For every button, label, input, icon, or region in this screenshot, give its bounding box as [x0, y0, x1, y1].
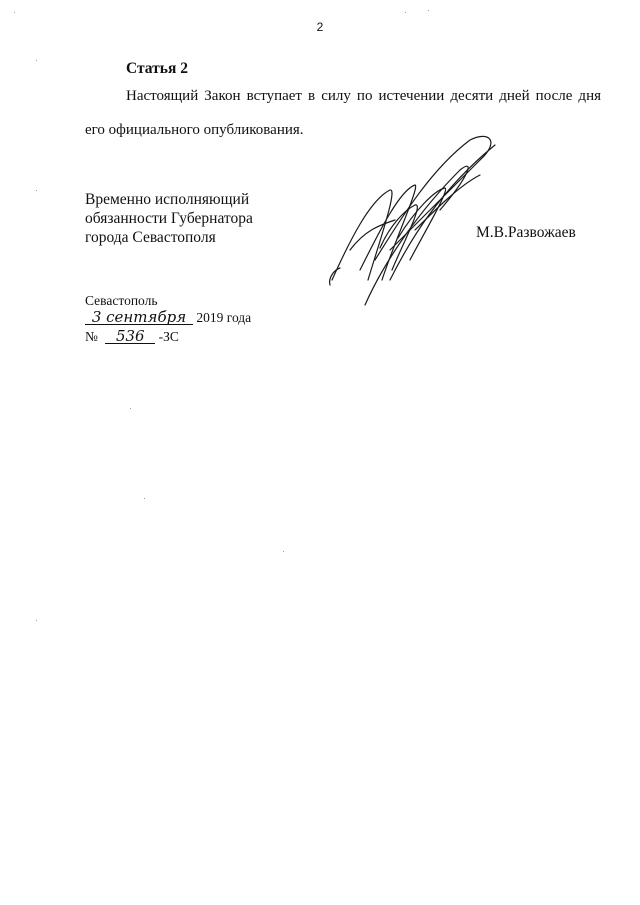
scan-speck: [428, 10, 429, 11]
signatory-title-line-1: Временно исполняющий: [85, 191, 250, 208]
signing-date: [85, 310, 251, 326]
place-of-signing: Севастополь: [85, 293, 158, 308]
signatory-title-line-3: города Севастополя: [85, 229, 216, 246]
signer-name: М.В.Развожаев: [476, 224, 576, 241]
article-heading: Статья 2: [126, 60, 188, 77]
scan-speck: [144, 498, 145, 499]
scan-speck: [130, 408, 131, 409]
page-number: 2: [316, 20, 324, 34]
number-suffix: -ЗС: [158, 329, 179, 344]
scan-speck: [14, 12, 15, 13]
signatory-title: [85, 190, 253, 247]
paragraph-line-1: Настоящий Закон вступает в силу по истечении десяти дней после дня: [126, 88, 601, 104]
number-sign: №: [85, 329, 98, 344]
scan-speck: [405, 12, 406, 13]
date-year: 2019 года: [196, 310, 252, 325]
signatory-title-line-2: обязанности Губернатора: [85, 210, 253, 227]
scan-speck: [36, 60, 37, 61]
handwritten-signature: [320, 130, 520, 310]
scan-speck: [283, 551, 284, 552]
handwritten-number: 536: [105, 329, 155, 344]
paragraph-line-2: его официального опубликования.: [85, 122, 304, 138]
scan-speck: [36, 190, 37, 191]
scan-speck: [36, 620, 37, 621]
law-number: [85, 329, 179, 345]
handwritten-date: 3 сентября: [85, 310, 193, 325]
